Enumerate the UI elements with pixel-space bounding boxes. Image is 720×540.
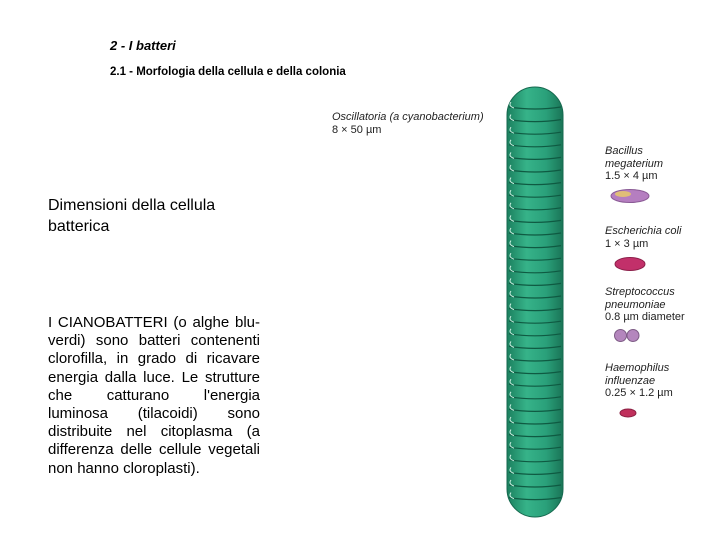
haemophilus-name-1: Haemophilus bbox=[605, 362, 670, 374]
streptococcus-cell-illustration bbox=[613, 327, 643, 345]
haemophilus-size: 0.25 × 1.2 µm bbox=[605, 387, 673, 399]
streptococcus-label bbox=[605, 286, 685, 324]
oscillatoria-filament-illustration bbox=[495, 85, 575, 520]
streptococcus-size: 0.8 µm diameter bbox=[605, 311, 685, 323]
ecoli-label bbox=[605, 225, 681, 250]
ecoli-cell-illustration bbox=[613, 255, 653, 275]
chapter-title: 2 - I batteri bbox=[110, 38, 176, 53]
bacillus-label bbox=[605, 145, 663, 183]
oscillatoria-name: Oscillatoria (a cyanobacterium) bbox=[332, 111, 484, 123]
slide-subtitle: Dimensioni della cellula batterica bbox=[48, 197, 216, 235]
oscillatoria-label bbox=[332, 111, 484, 136]
ecoli-name: Escherichia coli bbox=[605, 225, 682, 237]
haemophilus-name-2: influenzae bbox=[605, 374, 656, 387]
haemophilus-label bbox=[605, 362, 673, 400]
body-paragraph: I CIANOBATTERI (o alghe blu-verdi) sono batteri contenenti clorofilla, in grado di ricavare energia dalla luce. Le strutture che catturano l'energia luminosa (tilacoidi) sono distribuite nel citoplasma (a differenza delle cellule vegetali non hanno cloroplasti). bbox=[48, 314, 260, 477]
bacillus-cell-illustration bbox=[608, 186, 668, 206]
section-title: 2.1 - Morfologia della cellula e della colonia bbox=[110, 66, 346, 78]
bacillus-name-2: megaterium bbox=[605, 157, 664, 170]
bacillus-name-1: Bacillus bbox=[605, 145, 643, 157]
ecoli-size: 1 × 3 µm bbox=[605, 237, 649, 250]
haemophilus-cell-illustration bbox=[618, 406, 642, 420]
streptococcus-name-1: Streptococcus bbox=[605, 286, 675, 298]
oscillatoria-cell-body bbox=[507, 87, 563, 517]
oscillatoria-size: 8 × 50 µm bbox=[332, 123, 382, 136]
bacillus-size: 1.5 × 4 µm bbox=[605, 170, 658, 182]
streptococcus-name-2: pneumoniae bbox=[605, 298, 666, 311]
